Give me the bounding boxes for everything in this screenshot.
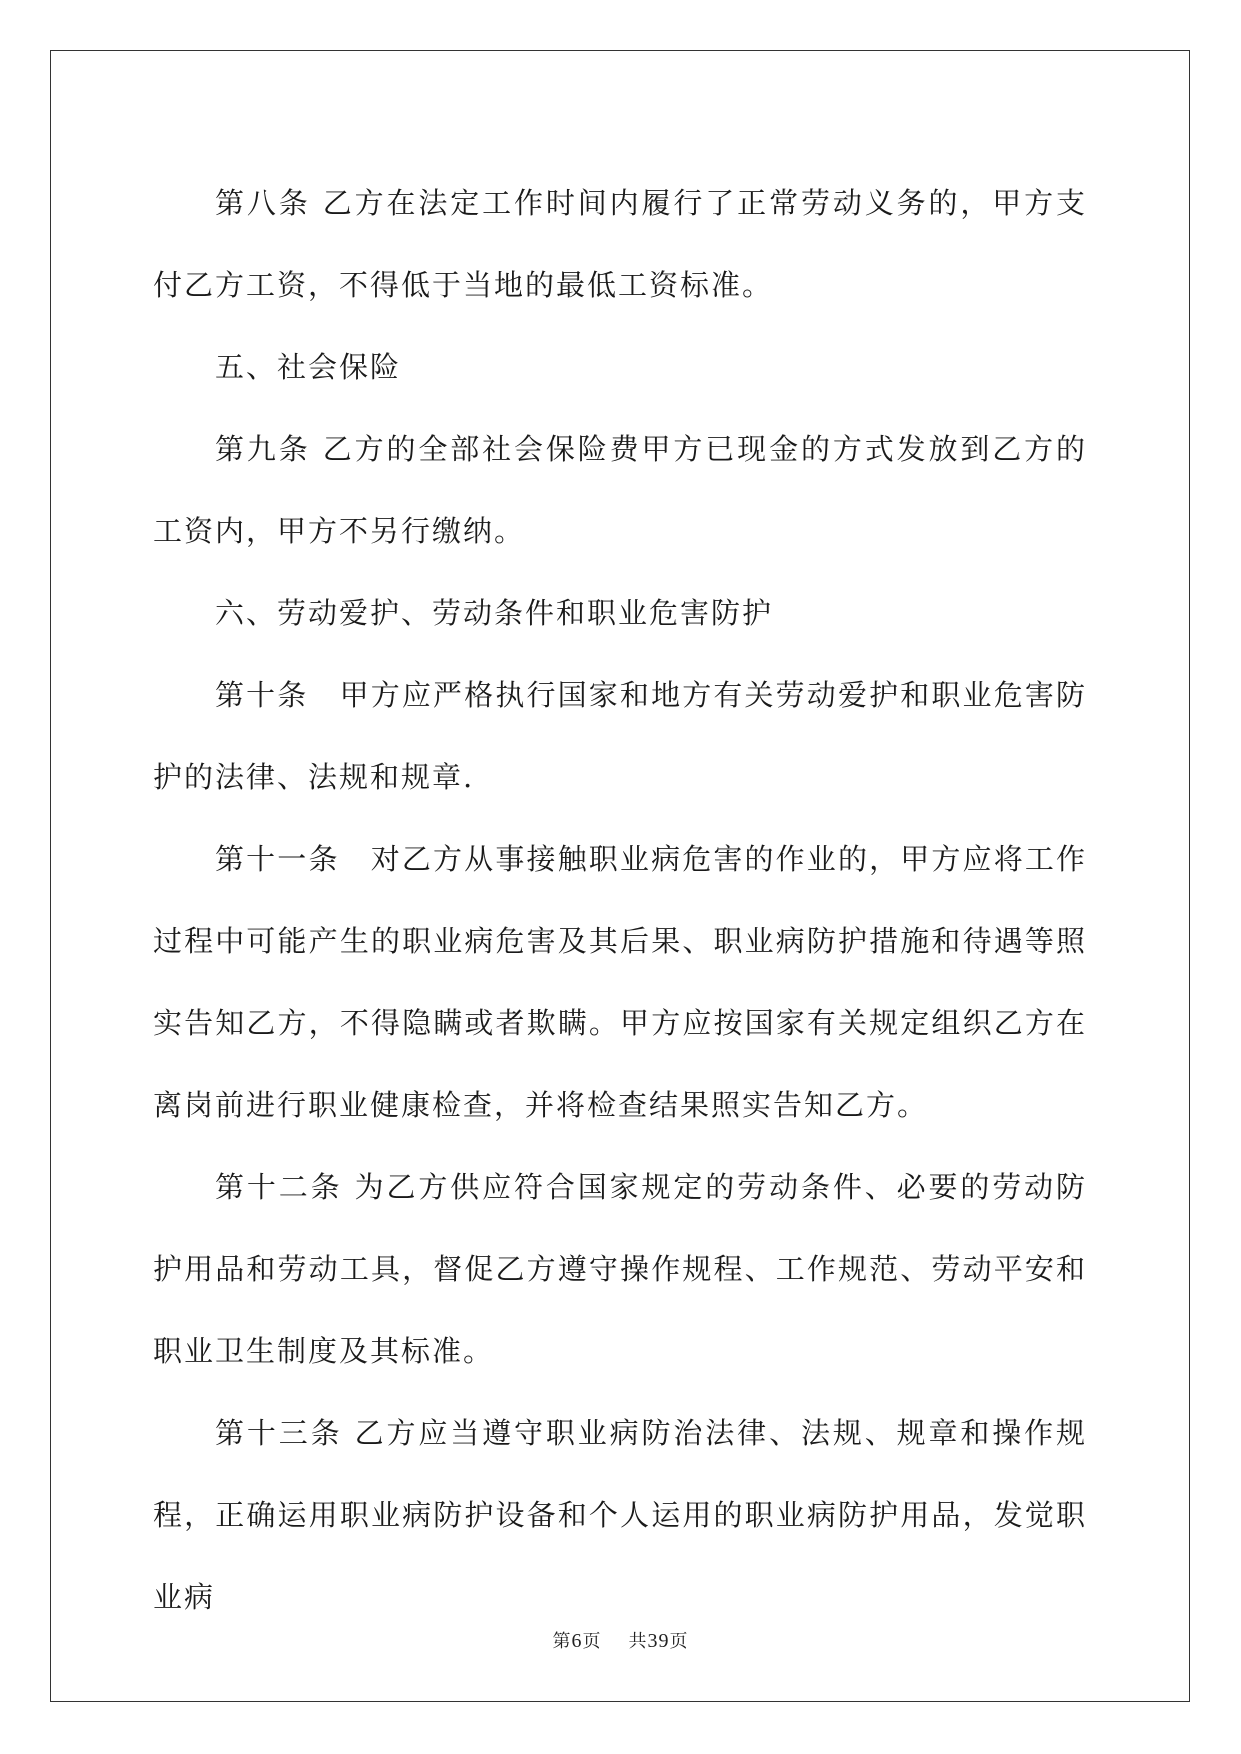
page-suffix: 页 xyxy=(582,1631,602,1652)
document-body xyxy=(153,162,1087,1638)
paragraph-article-12: 第十二条 为乙方供应符合国家规定的劳动条件、必要的劳动防护用品和劳动工具，督促乙方遵守操作规程、工作规范、劳动平安和职业卫生制度及其标准。 xyxy=(153,1170,1087,1368)
page-footer xyxy=(0,1627,1241,1653)
page-prefix: 第 xyxy=(552,1631,572,1652)
paragraph-article-10: 第十条 甲方应严格执行国家和地方有关劳动爱护和职业危害防护的法律、法规和规章. xyxy=(153,678,1087,794)
paragraph-article-8: 第八条 乙方在法定工作时间内履行了正常劳动义务的，甲方支付乙方工资，不得低于当地的最低工资标准。 xyxy=(153,186,1087,302)
section-heading-labor-protection: 六、劳动爱护、劳动条件和职业危害防护 xyxy=(215,596,774,630)
page-number: 6 xyxy=(571,1630,583,1652)
total-suffix: 页 xyxy=(669,1631,689,1652)
total-pages: 39 xyxy=(647,1630,670,1652)
paragraph-article-9: 第九条 乙方的全部社会保险费甲方已现金的方式发放到乙方的工资内，甲方不另行缴纳。 xyxy=(153,432,1087,548)
paragraph-article-11: 第十一条 对乙方从事接触职业病危害的作业的，甲方应将工作过程中可能产生的职业病危害及其后果、职业病防护措施和待遇等照实告知乙方，不得隐瞒或者欺瞒。甲方应按国家有关规定组织乙方在离岗前进行职业健康检查，并将检查结果照实告知乙方。 xyxy=(153,842,1087,1122)
total-prefix: 共 xyxy=(628,1631,648,1652)
section-heading-social-insurance: 五、社会保险 xyxy=(215,350,402,384)
paragraph-article-13: 第十三条 乙方应当遵守职业病防治法律、法规、规章和操作规程，正确运用职业病防护设备和个人运用的职业病防护用品，发觉职业病 xyxy=(153,1416,1087,1614)
